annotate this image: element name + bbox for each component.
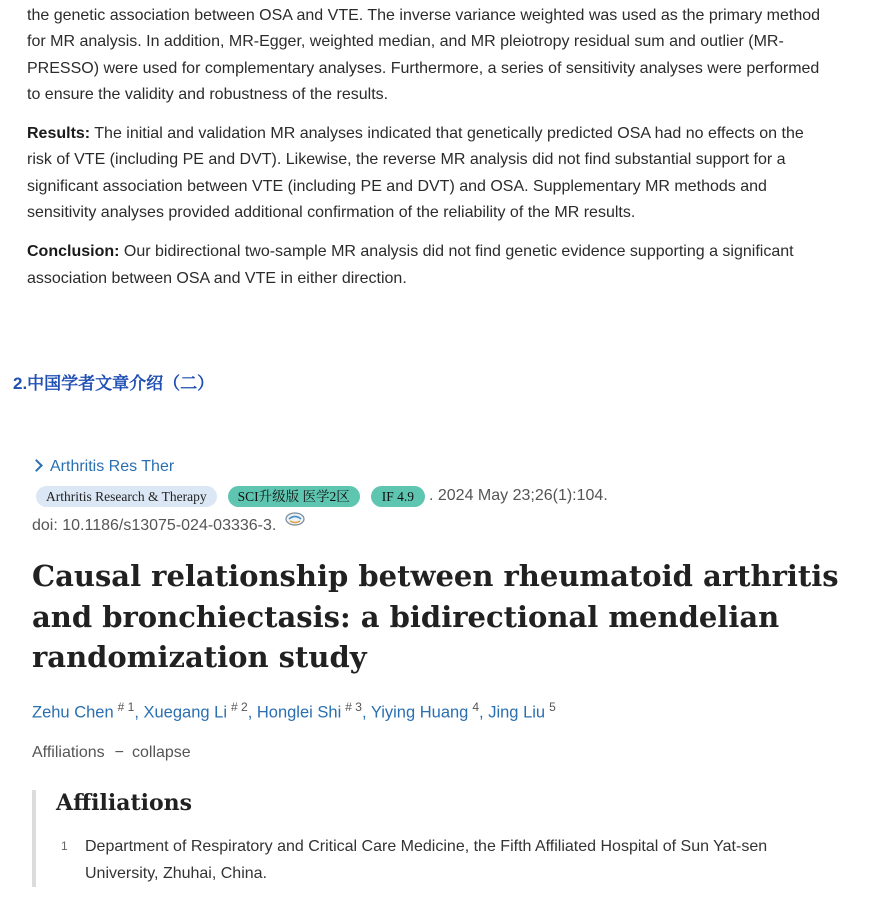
journal-link[interactable] <box>32 458 174 476</box>
affiliation-item <box>61 833 831 887</box>
sci-badge[interactable]: SCI升级版 医学2区 <box>228 486 360 507</box>
journal-short-name: Arthritis Res Ther <box>50 458 175 475</box>
chevron-right-icon <box>30 459 43 472</box>
author-sup: # 1 <box>117 700 135 714</box>
author-link[interactable]: Xuegang Li <box>143 703 227 722</box>
affiliations-heading: Affiliations <box>56 790 193 816</box>
article-title: Causal relationship between rheumatoid arthritis and bronchiectasis: a bidirectional mendelian randomization study <box>32 559 839 674</box>
author-sup: 4 <box>472 700 480 714</box>
author-link[interactable]: Zehu Chen <box>32 703 114 722</box>
abstract-conclusion <box>27 239 827 292</box>
affiliations-label: Affiliations <box>32 744 105 761</box>
article-meta <box>36 485 608 507</box>
abstract-methods-tail: the genetic association between OSA and VTE. The inverse variance weighted was used as the primary method for MR analysis. In addition, MR-Egger, weighted median, and MR pleiotropy residual sum and outlier (MR-PRESSO) were used for complementary analyses. Furthermore, a series of sensitivity analyses were performed to ensure the validity and robustness of the results. <box>27 7 821 103</box>
abstract <box>27 3 827 305</box>
results-text: The initial and validation MR analyses indicated that genetically predicted OSA had no effects on the risk of VTE (including PE and DVT). Likewise, the reverse MR analysis did not find substantial support for a significant association between VTE (including PE and DVT) and OSA. Supplementary MR methods and sensitivity analyses provided additional confirmation of the reliability of the MR results. <box>27 125 804 222</box>
affiliations-panel <box>32 790 836 887</box>
doi-row <box>32 512 305 535</box>
affiliation-number: 1 <box>61 839 68 853</box>
section-heading: 2.中国学者文章介绍（二） <box>13 374 215 393</box>
conclusion-label: Conclusion: <box>27 243 120 261</box>
doi-text: doi: 10.1186/s13075-024-03336-3. <box>32 517 277 534</box>
author-sup: # 3 <box>345 700 362 714</box>
minus-icon: − <box>114 744 124 761</box>
author-sup: 5 <box>549 700 556 714</box>
affiliation-text: Department of Respiratory and Critical Care Medicine, the Fifth Affiliated Hospital of Sun Yat-sen University, Zhuhai, China. <box>85 838 768 882</box>
abstract-results <box>27 121 827 226</box>
author-link[interactable]: Honglei Shi <box>256 703 342 722</box>
impact-factor-badge[interactable]: IF 4.9 <box>371 486 425 507</box>
author-list: Zehu Chen $^{\# 1}$, Xuegang Li $^{\# 2}$, Honglei Shi $^{\# 3}$, Yiying Huang $^4$, Jing Liu $^5$ <box>32 700 556 722</box>
journal-badge[interactable]: Arthritis Research & Therapy <box>36 486 217 507</box>
results-label: Results: <box>27 125 91 143</box>
author-link[interactable]: Yiying Huang <box>370 703 469 722</box>
translate-icon[interactable] <box>285 512 305 526</box>
publication-date: . 2024 May 23;26(1):104. <box>428 487 608 504</box>
affiliations-toggle[interactable] <box>32 744 191 762</box>
author-sup: # 2 <box>231 700 248 714</box>
collapse-label: collapse <box>131 744 191 761</box>
author-link[interactable]: Jing Liu <box>488 703 546 722</box>
conclusion-text: Our bidirectional two-sample MR analysis did not find genetic evidence supporting a significant association between OSA and VTE in either direction. <box>27 243 794 287</box>
